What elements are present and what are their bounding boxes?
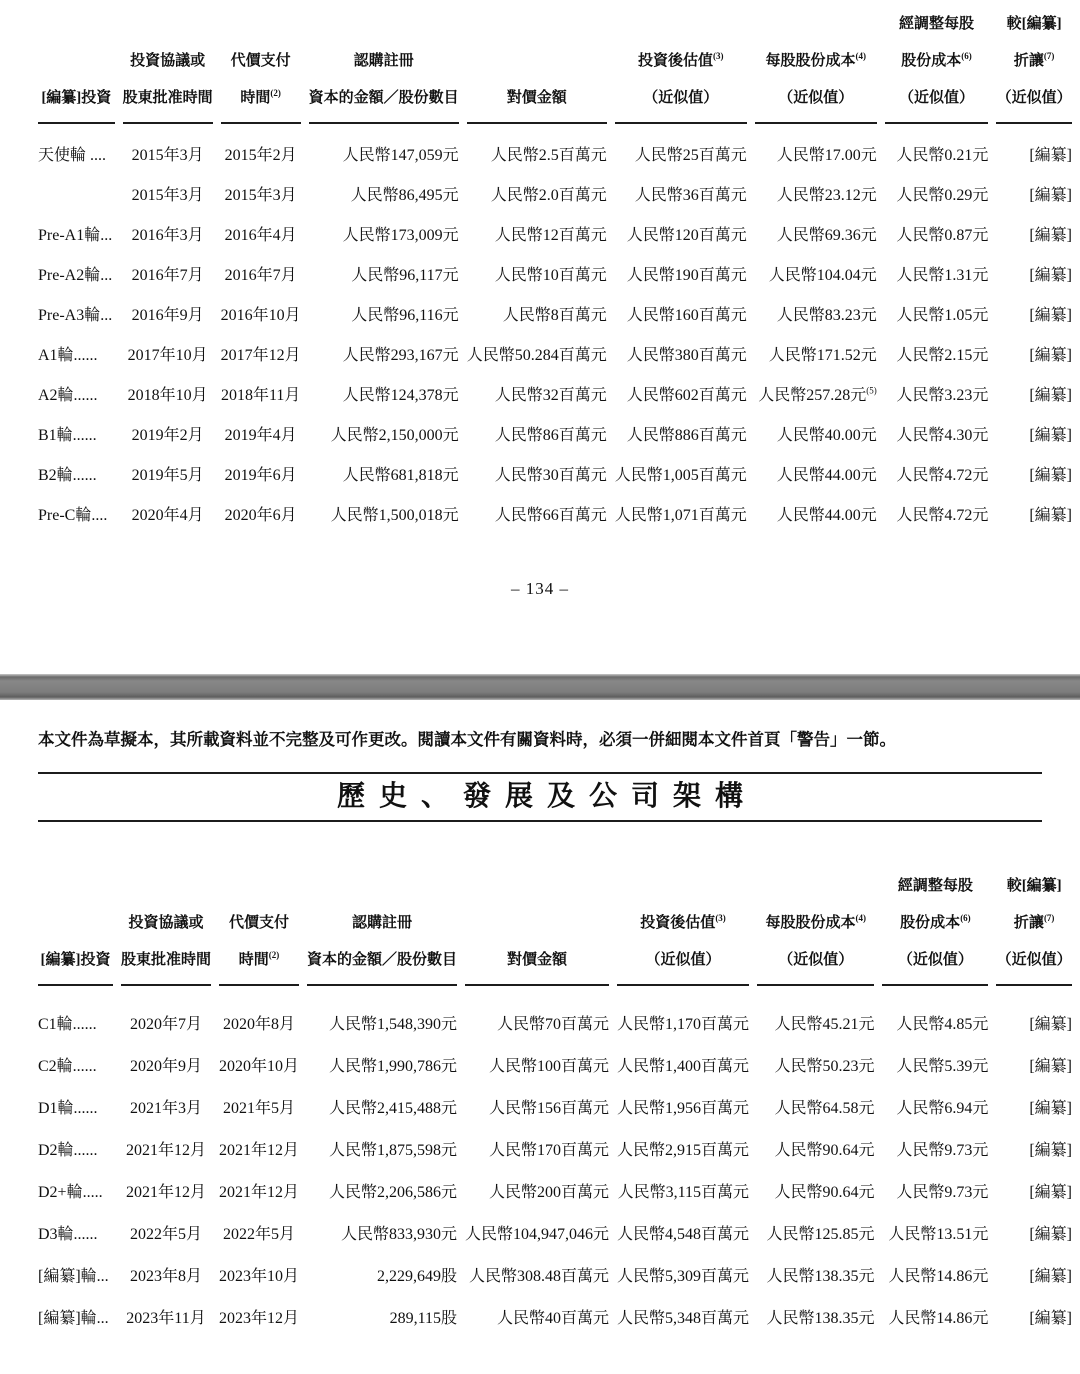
header-line: 折讓$^{(7)}$ <box>1013 51 1055 69</box>
table-row <box>38 456 1072 496</box>
header-line: [編纂]投資 <box>41 90 112 106</box>
cell-adjusted_cost: 人民幣0.29元 <box>896 187 989 204</box>
header-cell-valuation <box>617 868 749 986</box>
header-line <box>307 868 457 905</box>
cell-discount: [編纂] <box>1029 1016 1072 1033</box>
cell-discount: [編纂] <box>1029 507 1072 524</box>
cell-valuation: 人民幣36百萬元 <box>634 187 747 204</box>
cell-approval: 2016年3月 <box>131 227 204 244</box>
cell-label <box>38 176 115 216</box>
title-rule-top <box>38 772 1042 774</box>
cell-cost: 人民幣125.85元 <box>766 1226 875 1243</box>
cell-capital: 289,115股 <box>389 1310 458 1327</box>
header-line: （近似值） <box>897 952 973 968</box>
cell-capital: 人民幣2,206,586元 <box>329 1184 458 1201</box>
cell-approval: 2019年5月 <box>131 467 204 484</box>
cell-valuation: 人民幣1,956百萬元 <box>617 1100 750 1117</box>
cell-consideration: 人民幣200百萬元 <box>489 1184 610 1201</box>
cell-adjusted_cost: 人民幣4.72元 <box>896 467 989 484</box>
header-line: 投資後估值$^{(3)}$ <box>637 51 724 69</box>
header-line: 較[編纂] <box>1006 16 1062 32</box>
header-cell-payment <box>219 868 299 986</box>
header-line: 股東批准時間 <box>122 90 213 106</box>
cell-discount: [編纂] <box>1029 1310 1072 1327</box>
cell-discount: [編纂] <box>1029 227 1072 244</box>
cell-discount: [編纂] <box>1029 1142 1072 1159</box>
cell-payment: 2023年10月 <box>219 1268 300 1285</box>
table-row <box>38 1214 1072 1256</box>
cell-approval: 2021年12月 <box>125 1184 206 1201</box>
header-line: 折讓$^{(7)}$ <box>1013 913 1055 931</box>
header-line <box>617 868 749 905</box>
investment-table-2 <box>30 868 1080 1340</box>
cell-label: [編纂]輪... <box>38 1268 109 1285</box>
table-header-row <box>38 6 1072 124</box>
header-line: 時間$^{(2)}$ <box>240 88 281 106</box>
cell-capital: 人民幣2,415,488元 <box>329 1100 458 1117</box>
cell-capital: 人民幣293,167元 <box>342 347 459 364</box>
cell-approval: 2023年11月 <box>126 1310 206 1327</box>
cell-adjusted_cost: 人民幣1.31元 <box>896 267 989 284</box>
cell-payment: 2021年12月 <box>219 1184 300 1201</box>
cell-payment: 2020年8月 <box>223 1016 296 1033</box>
cell-adjusted_cost: 人民幣9.73元 <box>896 1184 989 1201</box>
header-line <box>757 868 874 905</box>
header-line: （近似值） <box>643 90 719 106</box>
cell-label: Pre-A2輪... <box>38 267 113 284</box>
cell-cost: 人民幣138.35元 <box>766 1310 875 1327</box>
cell-capital: 人民幣96,117元 <box>351 267 459 284</box>
cell-discount: [編纂] <box>1029 147 1072 164</box>
investment-table-1 <box>30 6 1080 536</box>
cell-consideration: 人民幣70百萬元 <box>497 1016 610 1033</box>
cell-cost: 人民幣40.00元 <box>776 427 877 444</box>
cell-adjusted_cost: 人民幣13.51元 <box>888 1226 989 1243</box>
header-line <box>123 6 213 43</box>
cell-cost: 人民幣44.00元 <box>776 507 877 524</box>
cell-label: Pre-A3輪... <box>38 307 113 324</box>
header-line: 時間$^{(2)}$ <box>238 950 280 968</box>
header-line: 每股股份成本$^{(4)}$ <box>765 51 866 69</box>
cell-approval: 2021年12月 <box>125 1142 206 1159</box>
cell-capital: 人民幣86,495元 <box>350 187 459 204</box>
cell-consideration: 人民幣2.5百萬元 <box>490 147 607 164</box>
header-cell-adjusted_cost <box>885 6 989 124</box>
cell-valuation: 人民幣1,071百萬元 <box>614 507 747 524</box>
cell-cost: 人民幣90.64元 <box>774 1142 875 1159</box>
cell-approval: 2019年2月 <box>131 427 204 444</box>
cell-label: Pre-A1輪... <box>38 227 113 244</box>
cell-consideration: 人民幣8百萬元 <box>502 307 607 324</box>
header-line: 股份成本$^{(6)}$ <box>901 51 972 69</box>
cell-approval: 2015年3月 <box>131 147 204 164</box>
cell-adjusted_cost: 人民幣0.21元 <box>896 147 989 164</box>
cell-label: Pre-C輪.... <box>38 507 108 524</box>
cell-label: C1輪...... <box>38 1016 97 1033</box>
cell-capital: 2,229,649股 <box>377 1268 458 1285</box>
header-cell-payment <box>221 6 301 124</box>
table-row <box>38 376 1072 416</box>
title-rule-bottom <box>38 820 1042 822</box>
cell-valuation: 人民幣120百萬元 <box>626 227 747 244</box>
table-row <box>38 416 1072 456</box>
cell-approval: 2022年5月 <box>129 1226 202 1243</box>
header-cell-discount <box>996 6 1072 124</box>
cell-discount: [編纂] <box>1029 347 1072 364</box>
header-line: 每股股份成本$^{(4)}$ <box>765 913 867 931</box>
header-line: （近似值） <box>778 952 854 968</box>
cell-valuation: 人民幣602百萬元 <box>626 387 747 404</box>
header-cell-cost <box>755 6 877 124</box>
cell-approval: 2016年7月 <box>131 267 204 284</box>
cell-valuation: 人民幣5,309百萬元 <box>617 1268 750 1285</box>
cell-consideration: 人民幣40百萬元 <box>497 1310 610 1327</box>
header-cell-discount <box>996 868 1072 986</box>
page-number: – 134 – <box>511 579 569 598</box>
header-line: 投資協議或 <box>130 53 206 69</box>
header-line: 對價金額 <box>507 952 568 968</box>
header-line <box>755 6 877 43</box>
table-header-row <box>38 868 1072 986</box>
cell-cost: 人民幣23.12元 <box>776 187 877 204</box>
cell-consideration: 人民幣86百萬元 <box>494 427 607 444</box>
cell-cost: 人民幣69.36元 <box>776 227 877 244</box>
cell-capital: 人民幣1,500,018元 <box>330 507 459 524</box>
cell-approval: 2023年8月 <box>129 1268 202 1285</box>
cell-capital: 人民幣681,818元 <box>342 467 459 484</box>
header-cell-adjusted_cost <box>882 868 988 986</box>
cell-payment: 2016年10月 <box>220 307 301 324</box>
header-line <box>38 905 113 942</box>
cell-valuation: 人民幣1,005百萬元 <box>614 467 747 484</box>
header-line: 代價支付 <box>230 53 291 69</box>
cell-payment: 2020年10月 <box>219 1058 300 1075</box>
cell-adjusted_cost: 人民幣5.39元 <box>896 1058 989 1075</box>
header-cell-approval <box>121 868 211 986</box>
cell-capital: 人民幣1,548,390元 <box>329 1016 458 1033</box>
cell-capital: 人民幣124,378元 <box>342 387 459 404</box>
cell-discount: [編纂] <box>1029 1100 1072 1117</box>
header-cell-label <box>38 6 115 124</box>
cell-valuation: 人民幣3,115百萬元 <box>617 1184 750 1201</box>
table-row <box>38 176 1072 216</box>
header-line: （近似值） <box>996 90 1072 106</box>
cell-adjusted_cost: 人民幣0.87元 <box>896 227 989 244</box>
header-cell-approval <box>123 6 213 124</box>
header-line <box>219 868 299 905</box>
cell-consideration: 人民幣50.284百萬元 <box>466 347 607 364</box>
cell-label: D1輪...... <box>38 1100 98 1117</box>
cell-consideration: 人民幣12百萬元 <box>494 227 607 244</box>
section-title: 歷史、發展及公司架構 <box>336 781 757 812</box>
cell-cost: 人民幣83.23元 <box>776 307 877 324</box>
cell-discount: [編纂] <box>1029 1058 1072 1075</box>
header-cell-consideration <box>467 6 607 124</box>
table-row <box>38 1256 1072 1298</box>
cell-adjusted_cost: 人民幣4.72元 <box>896 507 989 524</box>
cell-label: B2輪...... <box>38 467 97 484</box>
header-cell-valuation <box>615 6 747 124</box>
cell-consideration: 人民幣10百萬元 <box>494 267 607 284</box>
cell-payment: 2016年4月 <box>224 227 297 244</box>
table-row <box>38 496 1072 536</box>
cell-capital: 人民幣2,150,000元 <box>330 427 459 444</box>
cell-cost: 人民幣257.28元$^{(5)}$ <box>758 385 877 404</box>
cell-adjusted_cost: 人民幣2.15元 <box>896 347 989 364</box>
cell-consideration: 人民幣2.0百萬元 <box>490 187 607 204</box>
header-line <box>38 868 113 905</box>
table-row <box>38 296 1072 336</box>
cell-discount: [編纂] <box>1029 1184 1072 1201</box>
table-row <box>38 1046 1072 1088</box>
cell-capital: 人民幣96,116元 <box>351 307 459 324</box>
table-row <box>38 986 1072 1046</box>
header-line <box>465 905 609 942</box>
header-line <box>465 868 609 905</box>
header-line <box>615 6 747 43</box>
cell-consideration: 人民幣100百萬元 <box>489 1058 610 1075</box>
table-row <box>38 1298 1072 1340</box>
header-line <box>467 6 607 43</box>
table-row <box>38 124 1072 176</box>
header-line: 經調整每股 <box>899 16 975 32</box>
investment-table-2-wrap <box>0 868 1080 1340</box>
cell-label: B1輪...... <box>38 427 97 444</box>
cell-discount: [編纂] <box>1029 1268 1072 1285</box>
header-line: 對價金額 <box>506 90 567 106</box>
cell-capital: 人民幣1,990,786元 <box>329 1058 458 1075</box>
cell-payment: 2021年5月 <box>223 1100 296 1117</box>
header-line: 資本的金額／股份數目 <box>308 90 459 106</box>
header-line <box>309 6 459 43</box>
header-line: 認購註冊 <box>352 915 413 931</box>
cell-adjusted_cost: 人民幣4.30元 <box>896 427 989 444</box>
header-line: 投資後估值$^{(3)}$ <box>640 913 726 931</box>
cell-adjusted_cost: 人民幣6.94元 <box>896 1100 989 1117</box>
cell-valuation: 人民幣2,915百萬元 <box>617 1142 750 1159</box>
cell-valuation: 人民幣5,348百萬元 <box>617 1310 750 1327</box>
table-row <box>38 256 1072 296</box>
cell-approval: 2016年9月 <box>131 307 204 324</box>
header-cell-cost <box>757 868 874 986</box>
header-line: 較[編纂] <box>1006 878 1062 894</box>
cell-cost: 人民幣171.52元 <box>768 347 877 364</box>
cell-label: 天使輪 .... <box>38 147 107 164</box>
cell-adjusted_cost: 人民幣4.85元 <box>896 1016 989 1033</box>
cell-discount: [編纂] <box>1029 187 1072 204</box>
cell-valuation: 人民幣1,170百萬元 <box>617 1016 750 1033</box>
cell-consideration: 人民幣308.48百萬元 <box>469 1268 610 1285</box>
header-line: （近似值） <box>899 90 975 106</box>
cell-valuation: 人民幣190百萬元 <box>626 267 747 284</box>
cell-adjusted_cost: 人民幣3.23元 <box>896 387 989 404</box>
cell-valuation: 人民幣1,400百萬元 <box>617 1058 750 1075</box>
cell-valuation: 人民幣380百萬元 <box>626 347 747 364</box>
cell-adjusted_cost: 人民幣9.73元 <box>896 1142 989 1159</box>
cell-discount: [編纂] <box>1029 267 1072 284</box>
table-row <box>38 336 1072 376</box>
cell-label: D2+輪..... <box>38 1184 103 1201</box>
cell-label: C2輪...... <box>38 1058 97 1075</box>
header-line <box>121 868 211 905</box>
cell-payment: 2015年3月 <box>224 187 297 204</box>
cell-label: D3輪...... <box>38 1226 98 1243</box>
cell-consideration: 人民幣66百萬元 <box>494 507 607 524</box>
cell-approval: 2020年7月 <box>129 1016 202 1033</box>
section-divider-bar <box>0 674 1080 700</box>
cell-consideration: 人民幣156百萬元 <box>489 1100 610 1117</box>
cell-payment: 2021年12月 <box>219 1142 300 1159</box>
cell-adjusted_cost: 人民幣14.86元 <box>888 1310 989 1327</box>
cell-approval: 2018年10月 <box>127 387 208 404</box>
header-line: 股東批准時間 <box>120 952 211 968</box>
cell-cost: 人民幣50.23元 <box>774 1058 875 1075</box>
header-line: 資本的金額／股份數目 <box>307 952 458 968</box>
cell-capital: 人民幣173,009元 <box>342 227 459 244</box>
header-line <box>221 6 301 43</box>
cell-discount: [編纂] <box>1029 427 1072 444</box>
cell-discount: [編纂] <box>1029 387 1072 404</box>
cell-consideration: 人民幣30百萬元 <box>494 467 607 484</box>
cell-payment: 2019年6月 <box>224 467 297 484</box>
draft-disclaimer-text: 本文件為草擬本，其所載資料並不完整及可作更改。閱讀本文件有關資料時，必須一併細閱本文件首頁「警告」一節。 <box>38 730 896 749</box>
cell-payment: 2017年12月 <box>220 347 301 364</box>
table-row <box>38 1130 1072 1172</box>
cell-consideration: 人民幣170百萬元 <box>489 1142 610 1159</box>
cell-adjusted_cost: 人民幣14.86元 <box>888 1268 989 1285</box>
table-row <box>38 216 1072 256</box>
cell-label: D2輪...... <box>38 1142 98 1159</box>
header-line: 經調整每股 <box>897 878 973 894</box>
header-line: 股份成本$^{(6)}$ <box>900 913 971 931</box>
cell-payment: 2016年7月 <box>224 267 297 284</box>
header-cell-label <box>38 868 113 986</box>
header-line <box>38 6 115 43</box>
cell-discount: [編纂] <box>1029 1226 1072 1243</box>
header-line: （近似值） <box>645 952 721 968</box>
cell-label: [編纂]輪... <box>38 1310 109 1327</box>
cell-approval: 2021年3月 <box>129 1100 202 1117</box>
cell-discount: [編纂] <box>1029 307 1072 324</box>
header-line: [編纂]投資 <box>40 952 111 968</box>
cell-cost: 人民幣138.35元 <box>766 1268 875 1285</box>
cell-discount: [編纂] <box>1029 467 1072 484</box>
cell-approval: 2020年4月 <box>131 507 204 524</box>
section-title-block <box>38 772 1042 822</box>
header-cell-capital <box>309 6 459 124</box>
cell-cost: 人民幣45.21元 <box>774 1016 875 1033</box>
cell-approval: 2017年10月 <box>127 347 208 364</box>
cell-approval: 2015年3月 <box>131 187 204 204</box>
cell-capital: 人民幣833,930元 <box>341 1226 458 1243</box>
cell-cost: 人民幣64.58元 <box>774 1100 875 1117</box>
table-row <box>38 1088 1072 1130</box>
cell-cost: 人民幣104.04元 <box>768 267 877 284</box>
cell-valuation: 人民幣4,548百萬元 <box>617 1226 750 1243</box>
header-line <box>38 43 115 80</box>
cell-payment: 2020年6月 <box>224 507 297 524</box>
cell-payment: 2023年12月 <box>219 1310 300 1327</box>
header-line: 認購註冊 <box>353 53 414 69</box>
cell-valuation: 人民幣25百萬元 <box>634 147 747 164</box>
cell-label: A2輪...... <box>38 387 98 404</box>
cell-payment: 2022年5月 <box>223 1226 296 1243</box>
header-cell-consideration <box>465 868 609 986</box>
header-line: （近似值） <box>996 952 1072 968</box>
cell-approval: 2020年9月 <box>129 1058 202 1075</box>
header-cell-capital <box>307 868 457 986</box>
cell-adjusted_cost: 人民幣1.05元 <box>896 307 989 324</box>
cell-payment: 2018年11月 <box>220 387 301 404</box>
table-row <box>38 1172 1072 1214</box>
cell-valuation: 人民幣160百萬元 <box>626 307 747 324</box>
cell-consideration: 人民幣104,947,046元 <box>465 1226 610 1243</box>
header-line: （近似值） <box>778 90 854 106</box>
cell-cost: 人民幣44.00元 <box>776 467 877 484</box>
cell-payment: 2019年4月 <box>224 427 297 444</box>
cell-label: A1輪...... <box>38 347 98 364</box>
header-line: 投資協議或 <box>128 915 204 931</box>
cell-capital: 人民幣1,875,598元 <box>329 1142 458 1159</box>
cell-payment: 2015年2月 <box>224 147 297 164</box>
header-line: 代價支付 <box>229 915 290 931</box>
cell-capital: 人民幣147,059元 <box>342 147 459 164</box>
cell-cost: 人民幣90.64元 <box>774 1184 875 1201</box>
header-line <box>467 43 607 80</box>
cell-cost: 人民幣17.00元 <box>776 147 877 164</box>
cell-valuation: 人民幣886百萬元 <box>626 427 747 444</box>
cell-consideration: 人民幣32百萬元 <box>494 387 607 404</box>
